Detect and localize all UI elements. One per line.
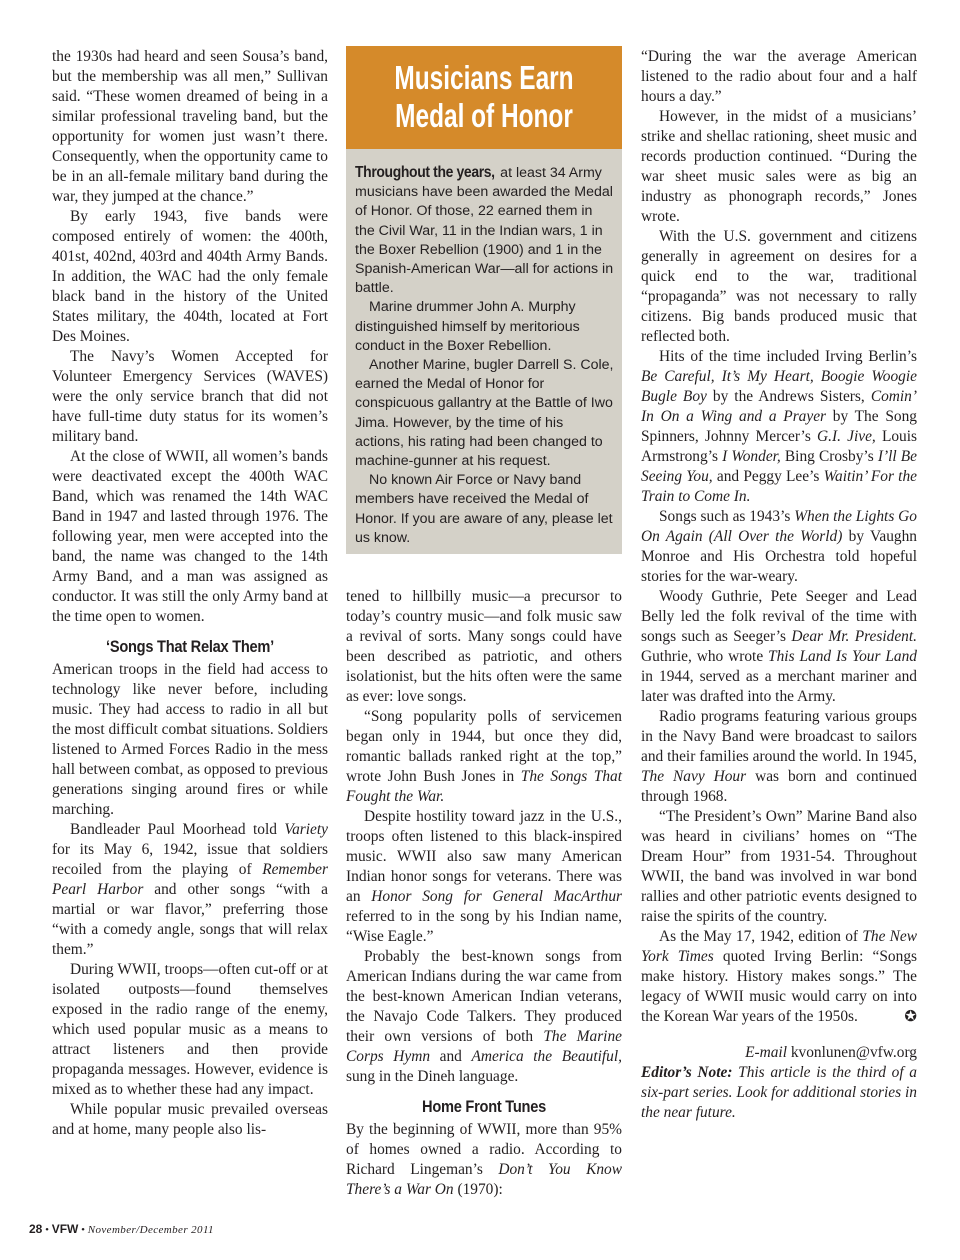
text-run: in 1944, served as a merchant mariner and later was drafted into the Army.	[641, 668, 917, 705]
footer-separator: •	[42, 1224, 52, 1236]
text-run: Songs such as 1943’s	[659, 508, 795, 525]
book-title: The Songs That Fought the War.	[346, 768, 622, 805]
text-run: for its May 6, 1942, issue that soldiers recoiled from the playing of	[52, 841, 328, 878]
text-run: by the Andrews Sisters,	[706, 388, 871, 405]
song-title: Comin’ In On a Wing and a Prayer	[641, 388, 917, 425]
paragraph: the 1930s had heard and seen Sousa’s band, but the membership was all men,” Sullivan said. “These women dreamed of being in a similar professional traveling band, but the opportunity for women just wasn’t there. Consequently, when the opportunity came to be in an all-female military band during the war, they jumped at the chance.”	[52, 48, 328, 205]
end-of-article-icon: ✪	[904, 1007, 917, 1025]
text-run: Hits of the time included Irving Berlin’s	[659, 348, 917, 365]
sidebar-paragraph: No known Air Force or Navy band members have received the Medal of Honor. If you are aware of any, please let us know.	[355, 472, 613, 546]
paragraph: By early 1943, five bands were composed entirely of women: the 400th, 401st, 402nd, 403rd and 404th Army Bands. In addition, the WAC had the only female black band in the history of the United States military, the 404th, located at Fort Des Moines.	[52, 208, 328, 345]
paragraph: While popular music prevailed overseas and at home, many people also lis-	[52, 1101, 328, 1138]
paragraph	[346, 807, 622, 947]
editors-note	[641, 1063, 917, 1123]
text-run: Woody Guthrie, Pete Seeger and Lead Belly led the folk revival of the time with songs such as Seeger’s	[641, 588, 917, 645]
page-number: 28	[29, 1222, 43, 1236]
paragraph	[641, 707, 917, 807]
text-run: Radio programs featuring various groups in the Navy Band were broadcast to sailors and their families around the world. In 1945,	[641, 708, 917, 765]
article-column-2	[346, 587, 622, 1200]
paragraph: American troops in the field had access to technology like never before, including music. They had access to radio in all but the most difficult combat situations. Soldiers listened to Armed Forces Radio in the mess hall between combat, as opposed to previous generations singing around fires or while marching.	[52, 661, 328, 818]
text-run: Bing Crosby’s	[780, 448, 878, 465]
text-run: Guthrie, who wrote	[641, 648, 769, 665]
paragraph: The Navy’s Women Accepted for Volunteer Emergency Services (WAVES) were the only service branch that did not have full-time duty status for its women’s military band.	[52, 348, 328, 445]
text-run: sung in the Dineh language.	[346, 1068, 519, 1085]
contact-email[interactable]: kvonlunen@vfw.org	[790, 1044, 917, 1061]
sidebar-paragraph	[355, 163, 614, 298]
sidebar-paragraph: Another Marine, bugler Darrell S. Cole, earned the Medal of Honor for conspicuous gallantry at the Battle of Iwo Jima. However, by the time of his actions, his rating had been changed to machine-gunner at his request.	[355, 357, 614, 470]
text-run: and other songs “with a martial or war flavor,” preferring those “with a comedy angle, songs that will relax them.”	[52, 881, 328, 958]
program-title: The Navy Hour	[641, 768, 747, 785]
song-title: Be Careful, It’s My Heart, Boogie Woogie Bugle Boy	[641, 368, 917, 405]
sidebar-paragraph: Marine drummer John A. Murphy distinguished himself by meritorious conduct in the Boxer Rebellion.	[355, 299, 580, 354]
text-run: Bandleader Paul Moorhead told	[70, 821, 285, 838]
paragraph	[641, 587, 917, 707]
song-title: When the Lights Go On Again (All Over the World)	[641, 508, 917, 545]
sidebar-title-line-1: Musicians Earn	[394, 59, 574, 96]
paragraph	[641, 927, 917, 1027]
section-heading: Home Front Tunes	[422, 1097, 546, 1116]
text-run: Despite hostility toward jazz in the U.S., troops often listened to this black-inspired music. WWII also saw many American Indian honor songs for veterans. There was an	[346, 808, 622, 905]
song-title: Honor Song for General MacArthur	[371, 888, 623, 905]
text-run: and	[430, 1048, 472, 1065]
text-run: by The Song Spinners, Johnny Mercer’s	[641, 408, 917, 445]
song-title: G.I. Jive,	[817, 428, 876, 445]
song-title: Remember Pearl Harbor	[52, 861, 328, 898]
sidebar-body	[346, 149, 622, 548]
paragraph	[346, 707, 622, 807]
song-title: The Marine Corps Hymn	[346, 1028, 622, 1065]
sidebar-lead-in: Throughout the years,	[355, 164, 495, 181]
paragraph	[346, 947, 622, 1087]
paragraph: “During the war the average American listened to the radio about four and a half hours a day.”	[641, 48, 917, 105]
publication-title: Variety	[284, 821, 328, 838]
editors-note-label: Editor’s Note:	[641, 1064, 733, 1081]
paragraph: However, in the midst of a musicians’ strike and shellac rationing, sheet music and records production continued. “During the war sheet music sales were as big an industry as phonograph records,” Jones wrote.	[641, 108, 917, 225]
song-title: Dear Mr. President.	[791, 628, 917, 645]
sidebar-title-line-2: Medal of Honor	[395, 97, 573, 134]
section-heading: ‘Songs That Relax Them’	[106, 637, 274, 656]
editors-note-text: This article is the third of a six-part series. Look for additional stories in the near future.	[641, 1064, 917, 1121]
text-run: Probably the best-known songs from American Indians during the war came from the best-known American Indian veterans, the Navajo Code Talkers. They produced their own versions of both	[346, 948, 622, 1045]
page-footer	[29, 1222, 214, 1236]
paragraph: With the U.S. government and citizens generally in agreement on desires for a quick end to the war, traditional “propaganda” was not necessary to rally citizens. Big bands produced music that reflected both.	[641, 228, 917, 345]
footer-separator: •	[78, 1224, 88, 1236]
contact-label: E-mail	[745, 1044, 787, 1061]
article-column-1	[52, 47, 328, 1140]
text-run: by Vaughn Monroe and His Orchestra told hopeful stories for the war-weary.	[641, 528, 918, 585]
sidebar-title	[346, 46, 622, 149]
paragraph: During WWII, troops—often cut-off or at isolated outposts—found themselves exposed in the radio range of the enemy, which used popular music as a means to attract listeners and then provide propaganda messages. However, evidence is mixed as to whether these had any impact.	[52, 961, 328, 1098]
song-title: America the Beautiful,	[471, 1048, 622, 1065]
paragraph	[346, 1120, 622, 1200]
text-run: at least 34 Army musicians have been awarded the Medal of Honor. Of those, 22 earned them in the Civil War, 11 in the Indian wars, 1 in the Boxer Rebellion (1900) and 1 in the Spanish-American War—all for actions in battle.	[355, 165, 614, 297]
text-run: As the May 17, 1942, edition of	[659, 928, 863, 945]
text-run: and Peggy Lee’s	[712, 468, 824, 485]
text-run: was born and continued through 1968.	[641, 768, 918, 805]
text-run: quoted Irving Berlin: “Songs make history. History makes songs.” The legacy of WWII music would carry on into the Korean War years of the 1950s.	[641, 948, 917, 1025]
text-run: By the beginning of WWII, more than 95% of homes owned a radio. According to Richard Lingeman’s	[346, 1121, 622, 1178]
medal-of-honor-sidebar	[346, 46, 622, 554]
song-title: I Wonder,	[722, 448, 781, 465]
paragraph: “The President’s Own” Marine Band also was heard in civilians’ homes on “The Dream Hour” from 1931-54. Throughout WWII, the band was involved in war bond rallies and other patriotic events designed to raise the spirits of the country.	[641, 808, 917, 925]
paragraph	[52, 820, 328, 960]
paragraph: At the close of WWII, all women’s bands were deactivated except the 400th WAC Band, which was renamed the 14th WAC Band in 1947 and lasted through 1976. The following year, men were accepted into the band, the name was changed to the 14th Army Band, and a man was assigned as conductor. It was still the only Army band at the time open to women.	[52, 448, 328, 625]
publication-title: The New York Times	[641, 928, 918, 965]
text-run: referred to in the song by his Indian name, “Wise Eagle.”	[346, 908, 622, 945]
song-title: Waitin’ For the Train to Come In.	[641, 468, 917, 505]
song-title: This Land Is Your Land	[768, 648, 918, 665]
publication-name: VFW	[51, 1222, 79, 1236]
text-run: (1970):	[453, 1181, 503, 1198]
text-run: Louis Armstrong’s	[641, 428, 918, 465]
paragraph: tened to hillbilly music—a precursor to today’s country music—and folk music saw a revival of sorts. Many songs could have been described as patriotic, and others isolationist, but the hits often were the same as ever: love songs.	[346, 588, 622, 705]
paragraph	[641, 347, 917, 507]
paragraph	[641, 507, 917, 587]
book-title: Don’t You Know There’s a War On	[346, 1161, 622, 1198]
article-column-3	[641, 47, 917, 1123]
text-run: “Song popularity polls of servicemen began only in 1944, but once they did, romantic ballads ranked right at the top,” wrote John Bush Jones in	[346, 708, 622, 785]
song-title: I’ll Be Seeing You,	[641, 448, 917, 485]
issue-date: November/December 2011	[87, 1224, 214, 1236]
contact-line	[641, 1043, 917, 1063]
